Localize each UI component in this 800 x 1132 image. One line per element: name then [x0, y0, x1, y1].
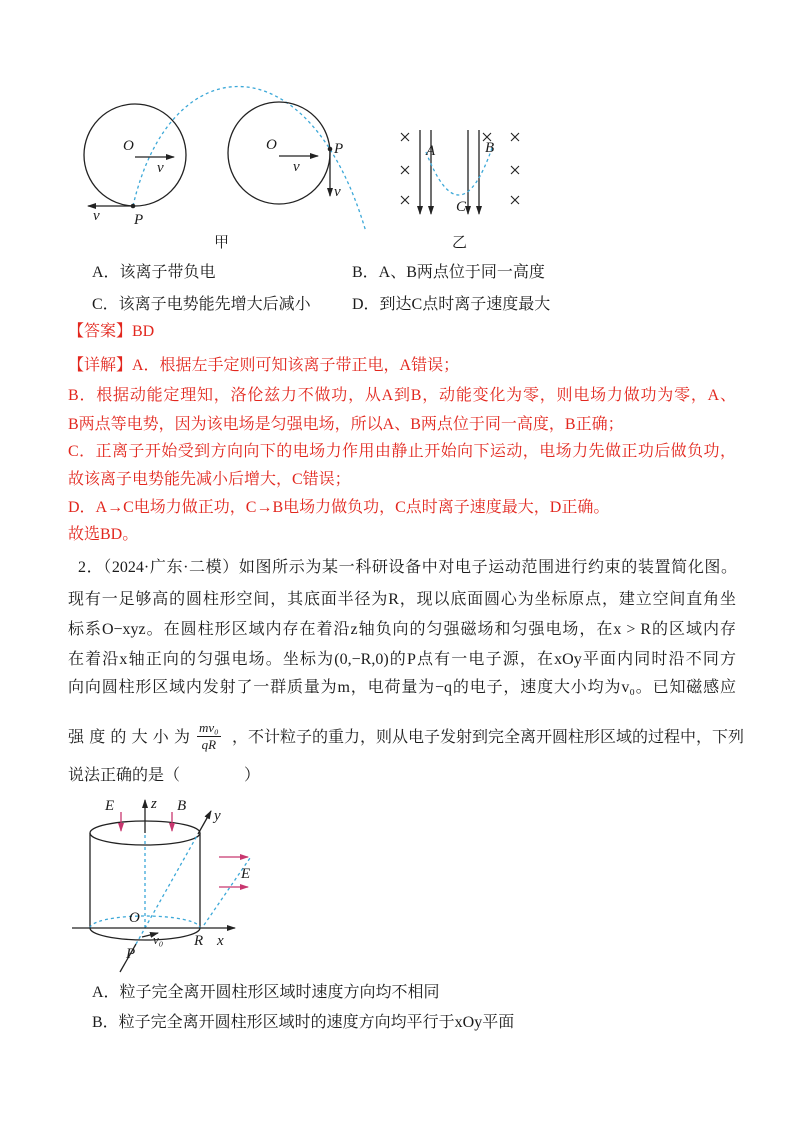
x-axis-label: x	[217, 933, 224, 949]
q1-option-b: B．A、B两点位于同一高度	[352, 264, 545, 281]
answer-line: 【答案】BD	[68, 323, 155, 340]
right-point-p-label: P	[334, 141, 344, 157]
fraction-numerator: mv₀	[199, 720, 219, 735]
y-axis-label: y	[214, 808, 221, 824]
figure-1	[60, 80, 540, 260]
magnetic-field-label: B	[177, 798, 187, 814]
explanation-line: 故选BD。	[68, 526, 139, 543]
right-center-velocity-label: v	[293, 159, 300, 175]
cylinder-bottom-front	[90, 928, 200, 940]
caption-yi: 乙	[452, 235, 468, 251]
initial-velocity-label: v₀	[153, 932, 164, 947]
explanation-line: D．A→C电场力做正功，C→B电场力做负功，C点时离子速度最大，D正确。	[68, 499, 610, 516]
trajectory-arc	[133, 87, 366, 232]
explanation-line: 故该离子电势能先减小后增大，C错误；	[68, 471, 351, 488]
q2-text-line: 向向圆柱形区域内发射了一群质量为m，电荷量为−q的电子，速度大小均为v₀。已知磁感应	[68, 679, 736, 696]
q2-line6-suffix: ，不计粒子的重力，则从电子发射到完全离开圆柱形区域的过程中，下列	[232, 729, 745, 746]
explanation-line: B．根据动能定理知，洛伦兹力不做功，从A到B，动能变化为零，则电场力做功为零，A、	[68, 387, 736, 404]
explanation-line: C．正离子开始受到方向向下的电场力作用由静止开始向下运动，电场力先做正功后做负功，	[68, 443, 736, 460]
ion-trajectory	[426, 148, 492, 195]
point-b-label: B	[485, 140, 495, 156]
q2-line7: 说法正确的是（ ）	[68, 767, 261, 784]
right-tangent-velocity-label: v	[334, 184, 341, 200]
q2-option-a: A．粒子完全离开圆柱形区域时速度方向均不相同	[92, 984, 440, 1001]
source-point-label: P	[126, 946, 136, 962]
left-circle	[84, 104, 186, 206]
left-point-p-label: P	[134, 212, 144, 228]
fraction-denominator: qR	[201, 737, 217, 752]
electric-field-label-top: E	[105, 798, 115, 814]
radius-label: R	[194, 933, 204, 949]
q2-line6-prefix: 强度的大小为	[68, 729, 190, 746]
q2-text-line: 现有一足够高的圆柱形空间，其底面半径为R，现以底面圆心为坐标原点，建立空间直角坐	[68, 591, 736, 608]
y-axis-upper	[198, 811, 211, 834]
right-circle	[228, 102, 330, 204]
left-center-velocity-label: v	[157, 160, 164, 176]
right-center-label: O	[266, 137, 277, 153]
q1-option-d: D．到达C点时离子速度最大	[352, 296, 551, 313]
left-center-label: O	[123, 138, 134, 154]
electric-field-label-right: E	[241, 866, 251, 882]
origin-label: O	[129, 910, 140, 926]
q2-text-line: 2．（2024·广东·二模）如图所示为某一科研设备中对电子运动范围进行约束的装置简化图。	[78, 559, 737, 576]
q2-text-line: 标系O−xyz。在圆柱形区域内存在着沿z轴负向的匀强磁场和匀强电场，在x > R的区域内存	[68, 621, 736, 638]
point-c-label: C	[456, 199, 467, 215]
q2-text-line: 在着沿x轴正向的匀强电场。坐标为(0,−R,0)的P点有一电子源，在xOy平面内同时沿不同方	[68, 651, 736, 668]
explanation-line: 【详解】A．根据左手定则可知该离子带正电，A错误；	[68, 357, 460, 374]
figure-2-cylinder	[60, 790, 280, 980]
magnetic-field-fraction	[197, 720, 221, 753]
left-tangent-velocity-label: v	[93, 208, 100, 224]
point-a-label: A	[426, 143, 436, 159]
caption-jia: 甲	[214, 235, 230, 251]
q2-option-b: B．粒子完全离开圆柱形区域时的速度方向均平行于xOy平面	[92, 1014, 515, 1031]
magnetic-field-cross-icons	[401, 133, 519, 204]
explanation-line: B两点等电势，因为该电场是匀强电场，所以A、B两点位于同一高度，B正确；	[68, 416, 624, 433]
q1-option-a: A．该离子带负电	[92, 264, 216, 281]
q1-option-c: C．该离子电势能先增大后减小	[92, 296, 311, 313]
z-axis-label: z	[151, 796, 157, 812]
